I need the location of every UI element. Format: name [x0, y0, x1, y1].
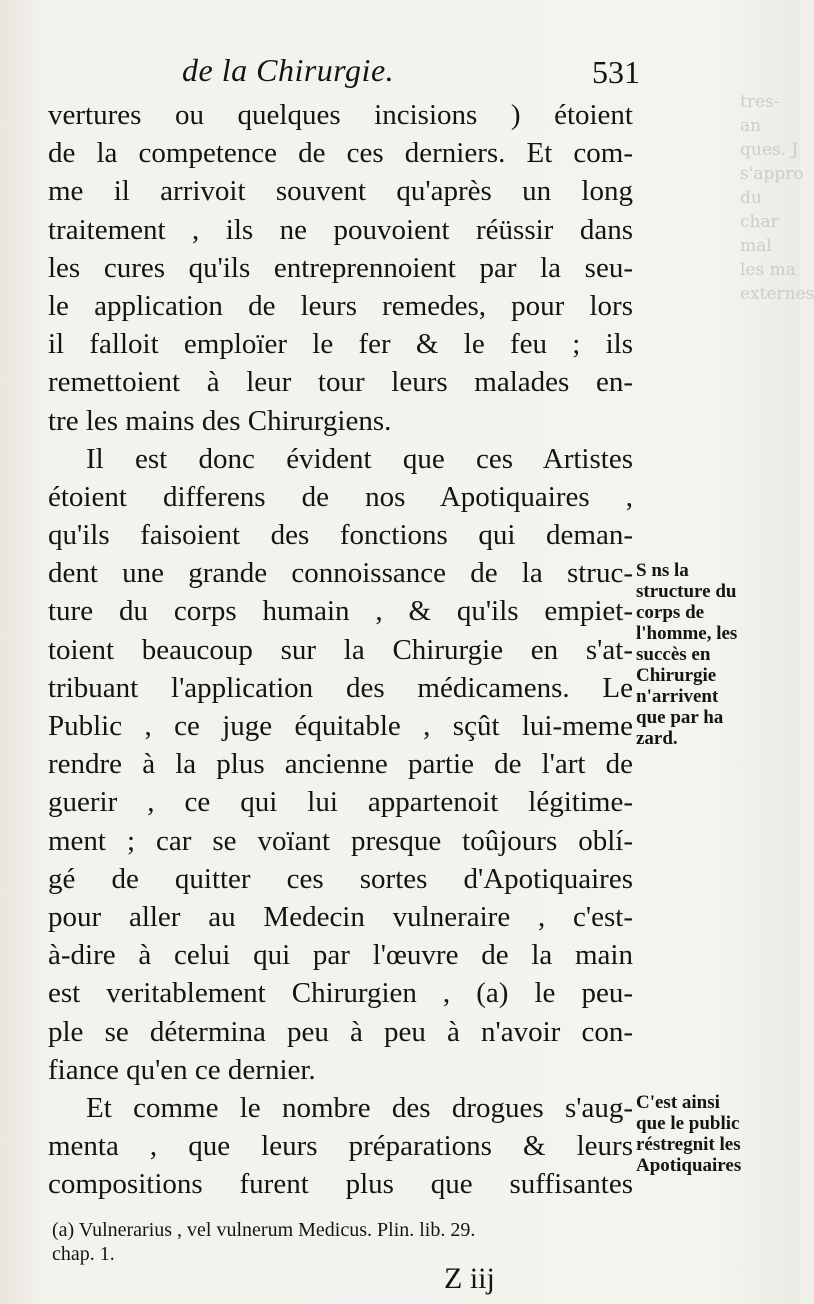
- text-line: vertures ou quelques incisions ) étoient: [48, 99, 633, 131]
- text-line: pour aller au Medecin vulneraire , c'est-: [48, 900, 633, 933]
- footnote: [52, 1218, 642, 1266]
- footnote-line: chap. 1.: [52, 1243, 115, 1265]
- margin-note-line: zard.: [636, 728, 678, 749]
- margin-note-line: S ns la: [636, 560, 689, 581]
- body-text: [48, 96, 633, 1203]
- text-line: ple se détermina peu à peu à n'avoir con-: [48, 1015, 633, 1048]
- text-line: Public , ce juge équitable , sçût lui-meme: [48, 710, 633, 742]
- text-line: menta , que leurs préparations & leurs: [48, 1130, 633, 1163]
- page-number: 531: [592, 54, 640, 90]
- text-line: les cures qu'ils entreprennoient par la seu-: [48, 251, 633, 284]
- text-line: le application de leurs remedes, pour lors: [48, 289, 633, 322]
- text-line: me il arrivoit souvent qu'après un long: [48, 175, 633, 208]
- margin-note-line: corps de: [636, 602, 705, 623]
- margin-note-line: succès en: [636, 644, 711, 665]
- margin-note-line: réstregnit les: [636, 1134, 741, 1155]
- text-line: à-dire à celui qui par l'œuvre de la main: [48, 939, 633, 972]
- margin-note-line: C'est ainsi: [636, 1092, 720, 1113]
- text-line: remettoient à leur tour leurs malades en-: [48, 366, 633, 399]
- text-line: compositions furent plus que suffisantes: [48, 1168, 633, 1201]
- margin-note-line: Chirurgie: [636, 665, 717, 686]
- text-line: tribuant l'application des médicamens. Le: [48, 671, 633, 704]
- text-line: est veritablement Chirurgien , (a) le peu-: [48, 977, 633, 1010]
- margin-note-structure: [636, 560, 784, 749]
- text-line: ture du corps humain , & qu'ils empiet-: [48, 595, 633, 628]
- text-line: étoient differens de nos Apotiquaires ,: [48, 480, 633, 513]
- text-line: rendre à la plus ancienne partie de l'art de: [48, 748, 633, 781]
- text-line: dent une grande connoissance de la struc-: [48, 557, 633, 590]
- margin-note-line: l'homme, les: [636, 623, 738, 644]
- text-line: tre les mains des Chirurgiens.: [48, 404, 392, 437]
- text-line: toient beaucoup sur la Chirurgie en s'at-: [48, 633, 633, 666]
- running-head: de la Chirurgie.: [182, 52, 395, 88]
- text-line: gé de quitter ces sortes d'Apotiquaires: [48, 862, 633, 895]
- page-header: [170, 48, 640, 92]
- margin-note-apotiquaires: [636, 1092, 784, 1176]
- footnote-line: (a) Vulnerarius , vel vulnerum Medicus. Plin. lib. 29.: [52, 1219, 476, 1241]
- text-line: il falloit emploïer le fer & le feu ; ils: [48, 328, 633, 361]
- text-line: traitement , ils ne pouvoient réüssir dans: [48, 213, 633, 246]
- margin-note-line: n'arrivent: [636, 686, 719, 707]
- margin-note-line: que par ha: [636, 707, 724, 728]
- margin-note-line: Apotiquaires: [636, 1155, 742, 1176]
- margin-note-line: que le public: [636, 1113, 740, 1134]
- text-line: de la competence de ces derniers. Et com-: [48, 137, 633, 170]
- text-line: ment ; car se voïant presque toûjours oblí-: [48, 824, 633, 857]
- signature-mark: Z iij: [444, 1262, 495, 1295]
- text-line: Il est donc évident que ces Artistes: [86, 442, 633, 475]
- text-line: guerir , ce qui lui appartenoit légitime-: [48, 786, 633, 819]
- margin-note-line: structure du: [636, 581, 737, 602]
- text-line: fiance qu'en ce dernier.: [48, 1053, 316, 1086]
- text-line: qu'ils faisoient des fonctions qui deman-: [48, 519, 633, 552]
- text-line: Et comme le nombre des drogues s'aug-: [86, 1091, 633, 1124]
- bleed-through-text: tres-an ques. J s'appro du char mal les ma externes: [740, 92, 814, 304]
